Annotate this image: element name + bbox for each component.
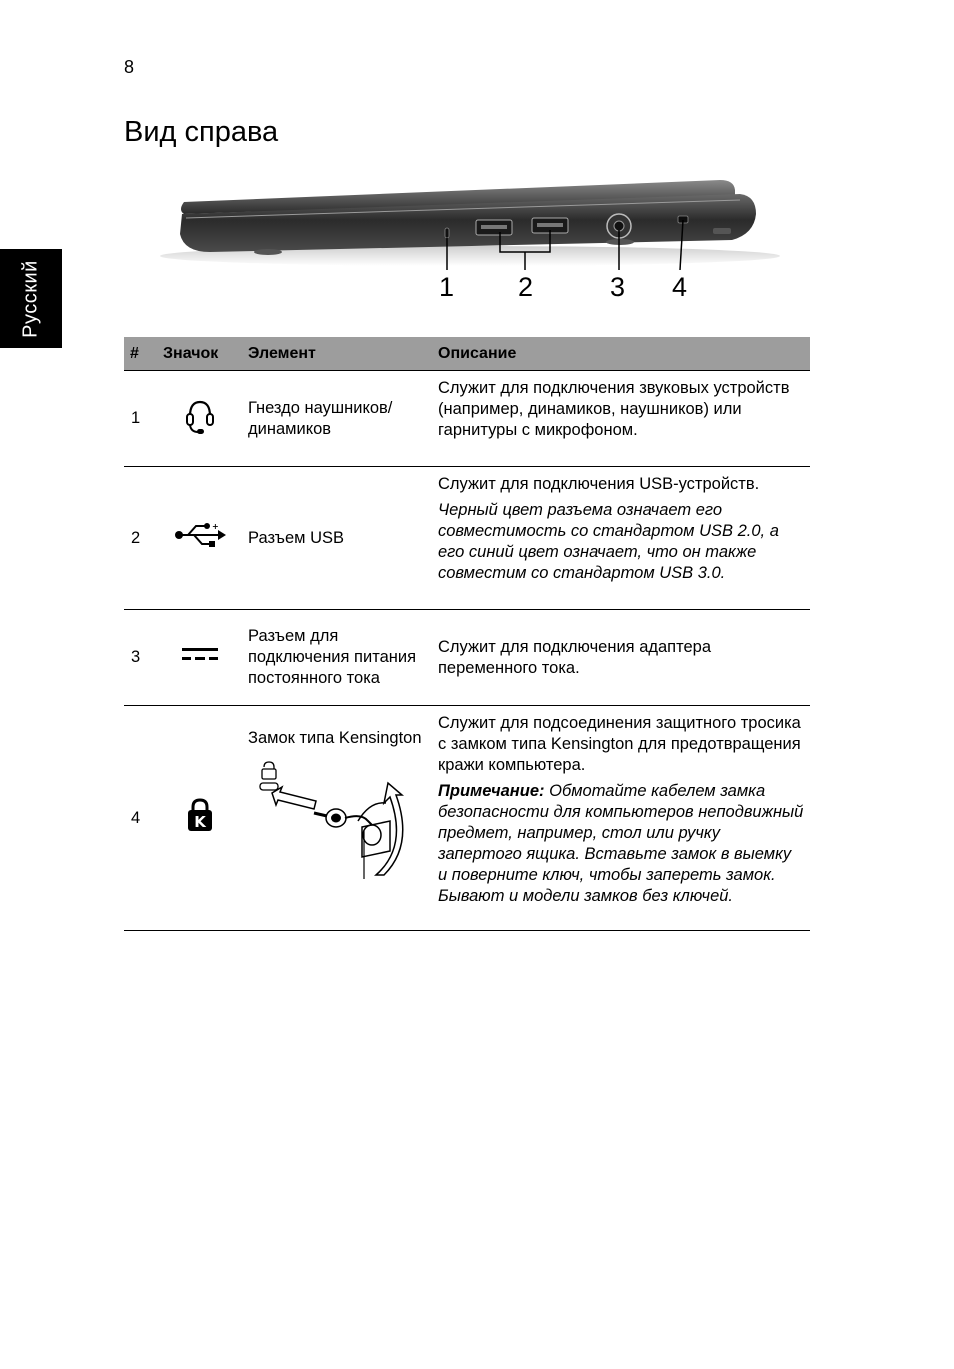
row-note: Черный цвет разъема означает его совместимость со стандартом USB 2.0, а его синий цвет означает, что он также совместим со стандартом USB 3.0. <box>438 501 779 582</box>
usb-icon <box>174 521 226 549</box>
row-icon-cell <box>157 467 242 610</box>
row-description-cell <box>432 706 810 931</box>
callout-label-3: 3 <box>610 272 626 302</box>
laptop-foot <box>254 249 282 255</box>
row-number: 3 <box>124 610 157 706</box>
page-title: Вид справа <box>124 116 279 148</box>
kensington-lock-illustration <box>252 761 412 886</box>
callout-label-2: 2 <box>518 272 534 302</box>
row-description: Служит для подключения USB-устройств. <box>438 475 760 493</box>
row-note-label: Примечание: <box>438 782 545 800</box>
row-description-cell <box>432 610 810 706</box>
language-side-tab <box>0 249 62 348</box>
row-description-cell <box>432 371 810 467</box>
table-row <box>124 610 810 706</box>
page-number: 8 <box>124 57 135 77</box>
row-icon-cell <box>157 610 242 706</box>
table-row <box>124 467 810 610</box>
row-note <box>438 781 804 907</box>
port-usb-2-tongue <box>537 223 563 227</box>
ports-table <box>124 337 810 931</box>
callout-label-4: 4 <box>672 272 688 302</box>
svg-text:+: + <box>211 522 219 531</box>
row-description-cell <box>432 467 810 610</box>
port-audio <box>445 228 449 238</box>
laptop-foot <box>606 239 634 245</box>
port-usb-1-tongue <box>481 225 507 229</box>
header-element: Элемент <box>242 337 432 371</box>
table-header-row <box>124 337 810 371</box>
row-description: Служит для подсоединения защитного тросика с замком типа Kensington для предотвращения кражи компьютера. <box>438 714 801 774</box>
header-description: Описание <box>432 337 810 371</box>
dc-power-icon <box>181 645 219 665</box>
callout-label-1: 1 <box>439 272 455 302</box>
svg-text:K: K <box>193 813 206 831</box>
row-element: Замок типа Kensington <box>248 729 422 747</box>
row-icon-cell <box>157 706 242 931</box>
row-description: Служит для подключения звуковых устройств (например, динамиков, наушников) или гарнитуры с микрофоном. <box>438 379 790 439</box>
row-element-cell <box>242 706 432 931</box>
row-element: Разъем для подключения питания постоянного тока <box>242 610 432 706</box>
table-row <box>124 706 810 931</box>
row-element: Разъем USB <box>242 467 432 610</box>
laptop-right-side-illustration <box>150 170 790 310</box>
row-note-text: Обмотайте кабелем замка безопасности для компьютеров неподвижный предмет, например, стол или ручку запертого ящика. Вставьте замок в выемку и поверните ключ, чтобы запереть замок. Бывают и модели замков без ключей. <box>438 782 804 905</box>
row-element: Гнездо наушников/ динамиков <box>242 371 432 467</box>
table-row <box>124 371 810 467</box>
row-icon-cell <box>157 371 242 467</box>
laptop-vent <box>713 228 731 234</box>
header-icon: Значок <box>157 337 242 371</box>
row-number: 2 <box>124 467 157 610</box>
kensington-lock-icon <box>185 797 215 833</box>
row-number: 1 <box>124 371 157 467</box>
language-side-tab-label: Русский <box>19 260 42 338</box>
row-description: Служит для подключения адаптера переменного тока. <box>438 637 712 677</box>
row-number: 4 <box>124 706 157 931</box>
port-dc-in-pin <box>614 221 624 231</box>
headset-icon <box>183 396 217 436</box>
header-number: # <box>124 337 157 371</box>
